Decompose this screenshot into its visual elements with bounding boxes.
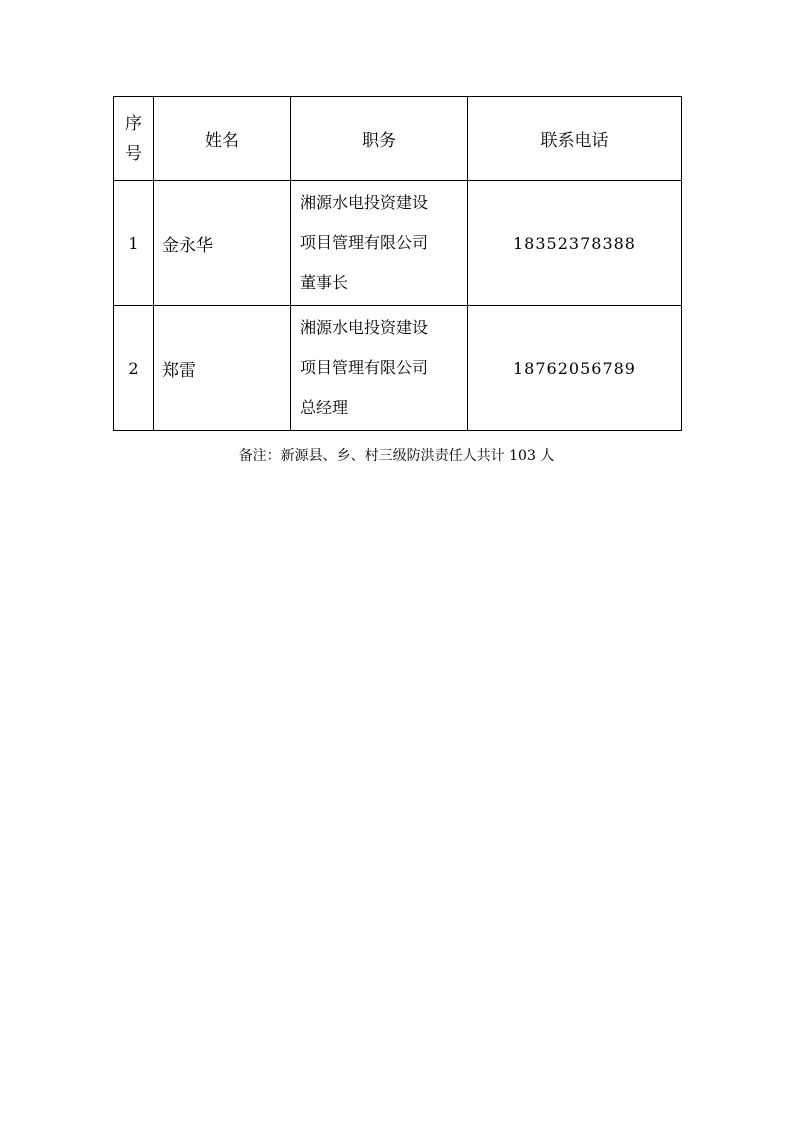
row-seq: 1: [114, 181, 154, 306]
footnote: 备注：新源县、乡、村三级防洪责任人共计 103 人: [238, 448, 555, 464]
table-row: [114, 306, 682, 431]
position-line: 项目管理有限公司: [300, 358, 429, 377]
contacts-table: [113, 96, 682, 431]
row-position: [291, 306, 468, 431]
position-line: 湘源水电投资建设: [300, 193, 429, 212]
row-name: 郑雷: [154, 306, 291, 431]
row-seq: 2: [114, 306, 154, 431]
row-position: [291, 181, 468, 306]
row-name: 金永华: [154, 181, 291, 306]
header-position: 职务: [291, 97, 468, 181]
header-phone: 联系电话: [468, 97, 682, 181]
row-phone: 18352378388: [468, 181, 682, 306]
row-phone: 18762056789: [468, 306, 682, 431]
position-line: 项目管理有限公司: [300, 233, 429, 252]
position-line: 董事长: [300, 273, 349, 292]
position-line: 湘源水电投资建设: [300, 318, 429, 337]
header-seq-line1: 序: [125, 113, 142, 134]
position-line: 总经理: [300, 398, 349, 417]
header-seq: [114, 97, 154, 181]
header-seq-line2: 号: [125, 143, 142, 164]
table-header-row: [114, 97, 682, 181]
header-name: 姓名: [154, 97, 291, 181]
table-row: [114, 181, 682, 306]
